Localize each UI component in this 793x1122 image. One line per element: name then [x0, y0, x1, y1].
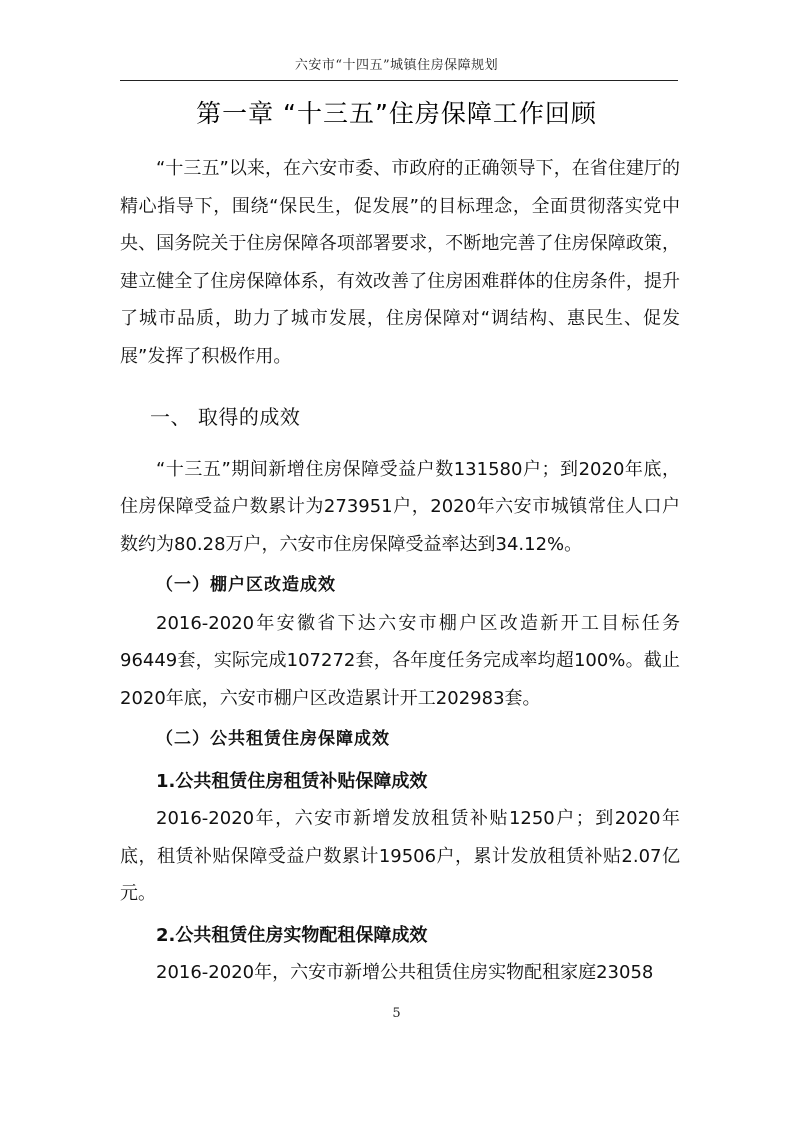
subsection-title-public-rental: （二）公共租赁住房保障成效: [156, 729, 390, 749]
summary-paragraph: “十三五”期间新增住房保障受益户数131580户；到2020年底，住房保障受益户数累计为273951户，2020年六安市城镇常住人口户数约为80.28万户，六安市住房保障受益率达到34.12%。: [120, 458, 680, 555]
subsection-title-shantytown: （一）棚户区改造成效: [156, 575, 336, 595]
item-title-physical-allocation: 2.公共租赁住房实物配租保障成效: [156, 924, 428, 946]
running-header: 六安市“十四五”城镇住房保障规划: [294, 58, 499, 73]
item-title-rental-subsidy: 1.公共租赁住房租赁补贴保障成效: [156, 770, 428, 792]
chapter-title: 第一章 “十三五”住房保障工作回顾: [196, 99, 597, 128]
intro-paragraph: “十三五”以来，在六安市委、市政府的正确领导下，在省住建厅的精心指导下，围绕“保民生，促发展”的目标理念，全面贯彻落实党中央、国务院关于住房保障各项部署要求，不断地完善了住房保障政策，建立健全了住房保障体系，有效改善了住房困难群体的住房条件，提升了城市品质，助力了城市发展，住房保障对“调结构、惠民生、促发展”发挥了积极作用。: [120, 158, 680, 367]
rental-subsidy-paragraph: 2016-2020年，六安市新增发放租赁补贴1250户；到2020年底，租赁补贴保障受益户数累计19506户，累计发放租赁补贴2.07亿元。: [120, 808, 680, 904]
header-rule: [120, 80, 678, 81]
shantytown-paragraph: 2016-2020年安徽省下达六安市棚户区改造新开工目标任务96449套，实际完成107272套，各年度任务完成率均超100%。截止2020年底，六安市棚户区改造累计开工202983套。: [120, 612, 680, 709]
page-number: 5: [392, 1006, 401, 1021]
page-body: [120, 150, 680, 992]
physical-allocation-paragraph: 2016-2020年，六安市新增公共租赁住房实物配租家庭23058: [156, 962, 654, 983]
section-title-achievements: 一、 取得的成效: [150, 405, 301, 429]
